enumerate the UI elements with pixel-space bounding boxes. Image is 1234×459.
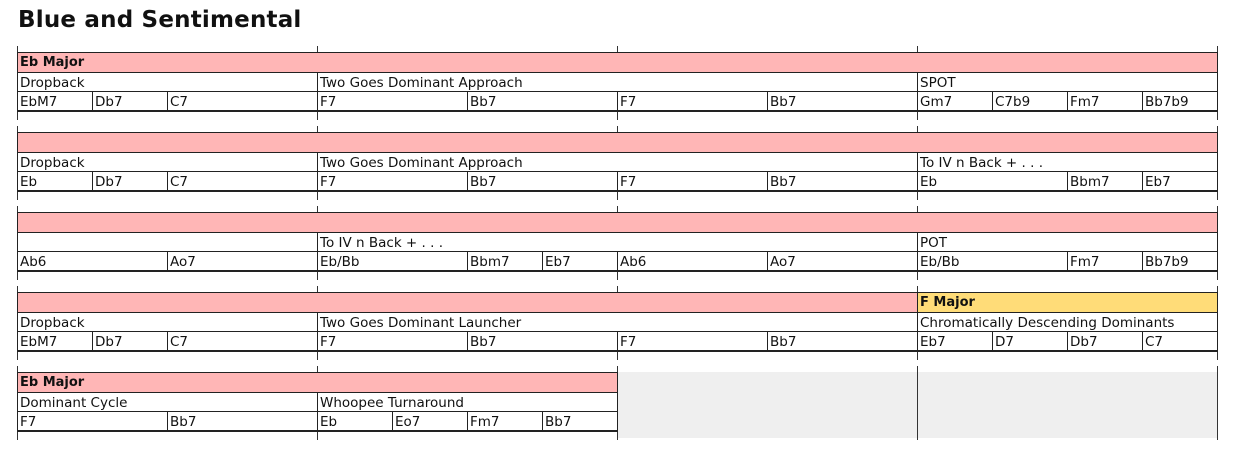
motif-label: Chromatically Descending Dominants xyxy=(917,312,1218,332)
song-title: Blue and Sentimental xyxy=(18,7,302,33)
motif-label: Two Goes Dominant Approach xyxy=(317,152,918,172)
chord-symbol: Db7 xyxy=(92,172,167,192)
motif-label: Dominant Cycle xyxy=(17,392,318,412)
measure-tick xyxy=(917,366,918,440)
chord-symbol: Bb7 xyxy=(542,412,617,432)
system-row xyxy=(0,292,1234,362)
chord-symbol: Bb7 xyxy=(467,172,617,192)
motif-label: Dropback xyxy=(17,72,318,92)
chord-symbol: Db7 xyxy=(92,92,167,112)
chord-symbol: Bbm7 xyxy=(467,252,542,272)
chord-symbol: Fm7 xyxy=(467,412,542,432)
chord-symbol: Bb7b9 xyxy=(1142,92,1217,112)
chord-symbol: Eb xyxy=(317,412,392,432)
chord-symbol: F7 xyxy=(617,332,767,352)
measure-tick xyxy=(1217,366,1218,440)
chord-symbol: Bb7 xyxy=(767,92,917,112)
key-bar xyxy=(17,212,1218,233)
chord-symbol: F7 xyxy=(617,92,767,112)
system-row xyxy=(0,372,1234,442)
chord-symbol: Bb7b9 xyxy=(1142,252,1217,272)
chord-symbol: F7 xyxy=(17,412,167,432)
motif-label: SPOT xyxy=(917,72,1218,92)
chord-symbol: Eb/Bb xyxy=(317,252,467,272)
chord-symbol: Bb7 xyxy=(767,172,917,192)
motif-label: To IV n Back + . . . xyxy=(317,232,918,252)
chord-symbol: F7 xyxy=(317,92,467,112)
motif-label: Two Goes Dominant Launcher xyxy=(317,312,918,332)
chord-symbol: F7 xyxy=(617,172,767,192)
chord-symbol: Bb7 xyxy=(167,412,317,432)
system-row xyxy=(0,132,1234,202)
chord-symbol: F7 xyxy=(317,332,467,352)
chord-symbol: Bbm7 xyxy=(1067,172,1142,192)
motif-label: To IV n Back + . . . xyxy=(917,152,1218,172)
chord-symbol: Eb7 xyxy=(542,252,617,272)
chord-symbol: Bb7 xyxy=(467,332,617,352)
key-bar xyxy=(17,292,918,313)
key-bar: F Major xyxy=(917,292,1218,313)
chord-symbol: Db7 xyxy=(92,332,167,352)
key-bar: Eb Major xyxy=(17,372,618,393)
chord-symbol: Eb7 xyxy=(1142,172,1217,192)
chord-symbol: Ab6 xyxy=(617,252,767,272)
chord-symbol: Gm7 xyxy=(917,92,992,112)
key-bar xyxy=(17,132,1218,153)
motif-label: Two Goes Dominant Approach xyxy=(317,72,918,92)
chord-symbol: Ao7 xyxy=(767,252,917,272)
chord-symbol: C7 xyxy=(167,332,317,352)
chord-symbol: C7 xyxy=(167,92,317,112)
chord-symbol: Fm7 xyxy=(1067,252,1142,272)
chord-symbol: F7 xyxy=(317,172,467,192)
chord-symbol: Ab6 xyxy=(17,252,167,272)
key-bar: Eb Major xyxy=(17,52,1218,73)
chord-symbol: Eb/Bb xyxy=(917,252,1067,272)
chord-symbol: Fm7 xyxy=(1067,92,1142,112)
system-row xyxy=(0,52,1234,122)
chord-symbol: Bb7 xyxy=(467,92,617,112)
chord-symbol: EbM7 xyxy=(17,92,92,112)
empty-measures xyxy=(618,372,1218,438)
chord-symbol: Ao7 xyxy=(167,252,317,272)
chord-symbol: C7b9 xyxy=(992,92,1067,112)
motif-label: Dropback xyxy=(17,312,318,332)
chord-symbol: D7 xyxy=(992,332,1067,352)
chord-symbol: Eb xyxy=(17,172,92,192)
chord-symbol: Eb xyxy=(917,172,1067,192)
system-row xyxy=(0,212,1234,282)
chord-symbol: Bb7 xyxy=(767,332,917,352)
chord-symbol: C7 xyxy=(1142,332,1217,352)
motif-label: Whoopee Turnaround xyxy=(317,392,618,412)
motif-label xyxy=(17,232,318,252)
chord-symbol: Eb7 xyxy=(917,332,992,352)
chord-symbol: C7 xyxy=(167,172,317,192)
motif-label: Dropback xyxy=(17,152,318,172)
motif-label: POT xyxy=(917,232,1218,252)
chord-symbol: EbM7 xyxy=(17,332,92,352)
chord-symbol: Db7 xyxy=(1067,332,1142,352)
chord-symbol: Eo7 xyxy=(392,412,467,432)
